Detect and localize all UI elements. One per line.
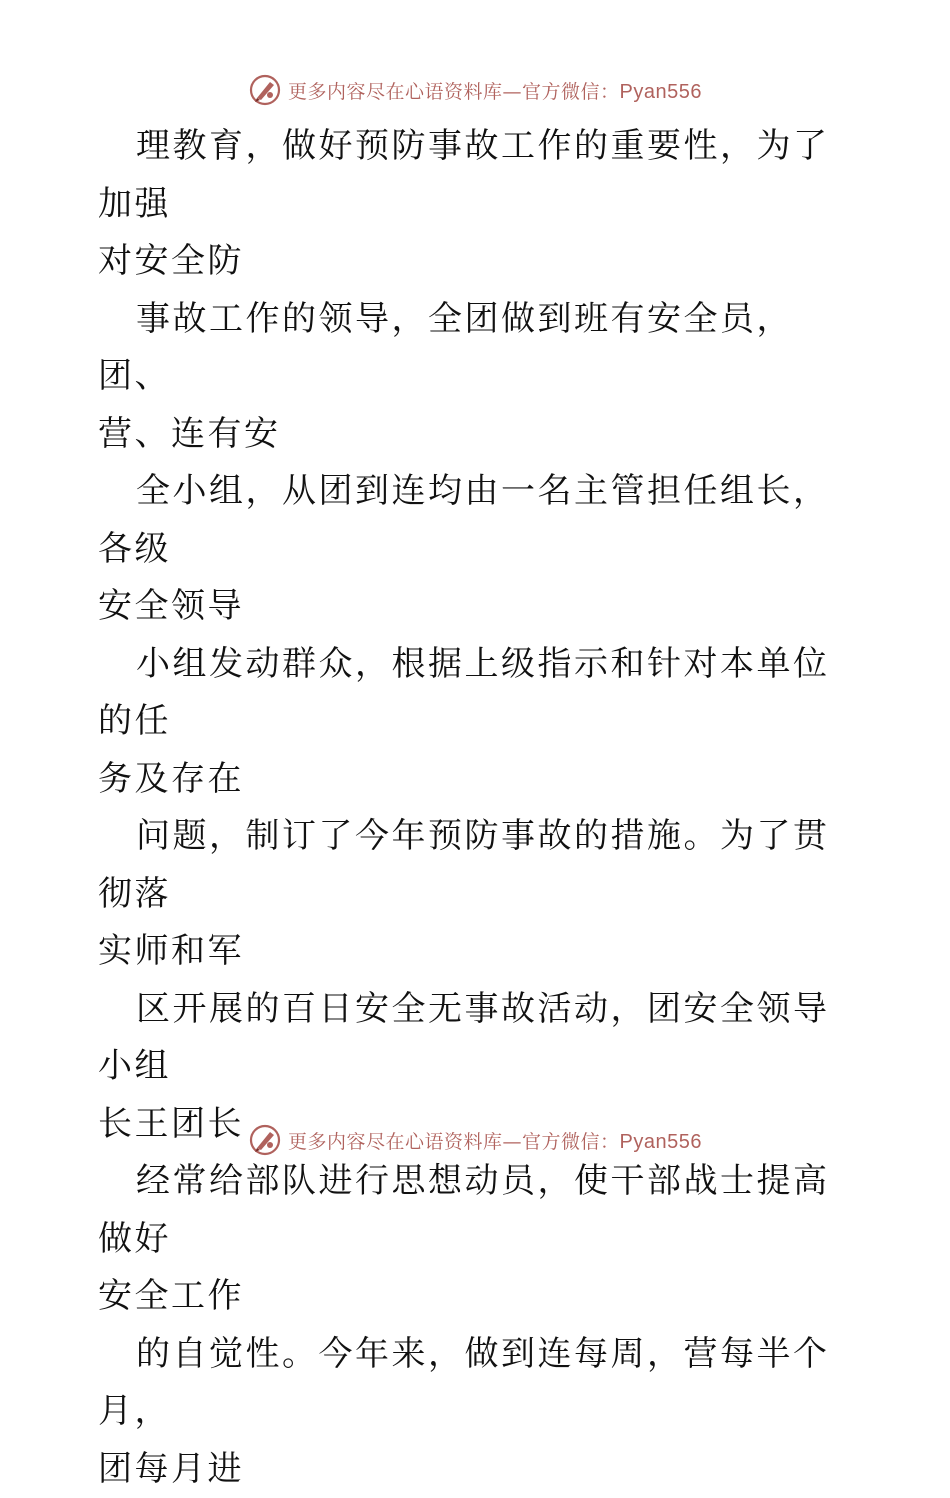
document-body <box>98 118 858 1498</box>
paragraph: 全小组，从团到连均由一名主管担任组长，各级 安全领导 <box>98 463 858 636</box>
paragraph: 的自觉性。今年来，做到连每周，营每半个月， 团每月进 <box>98 1326 858 1498</box>
header-watermark <box>0 70 950 110</box>
paragraph: 小组发动群众，根据上级指示和针对本单位的任 务及存在 <box>98 636 858 809</box>
paragraph: 区开展的百日安全无事故活动，团安全领导小组 长王团长 <box>98 981 858 1154</box>
footer-watermark <box>0 1120 950 1160</box>
watermark-text: 更多内容尽在心语资料库—官方微信：Pyan556 <box>288 77 702 104</box>
paragraph: 问题，制订了今年预防事故的措施。为了贯彻落 实师和军 <box>98 808 858 981</box>
paragraph: 事故工作的领导，全团做到班有安全员，团、 营、连有安 <box>98 291 858 464</box>
pen-seal-icon <box>248 1123 282 1157</box>
paragraph: 理教育，做好预防事故工作的重要性，为了加强 对安全防 <box>98 118 858 291</box>
paragraph: 经常给部队进行思想动员，使干部战士提高做好 安全工作 <box>98 1153 858 1326</box>
pen-seal-icon <box>248 73 282 107</box>
watermark-text: 更多内容尽在心语资料库—官方微信：Pyan556 <box>288 1127 702 1154</box>
